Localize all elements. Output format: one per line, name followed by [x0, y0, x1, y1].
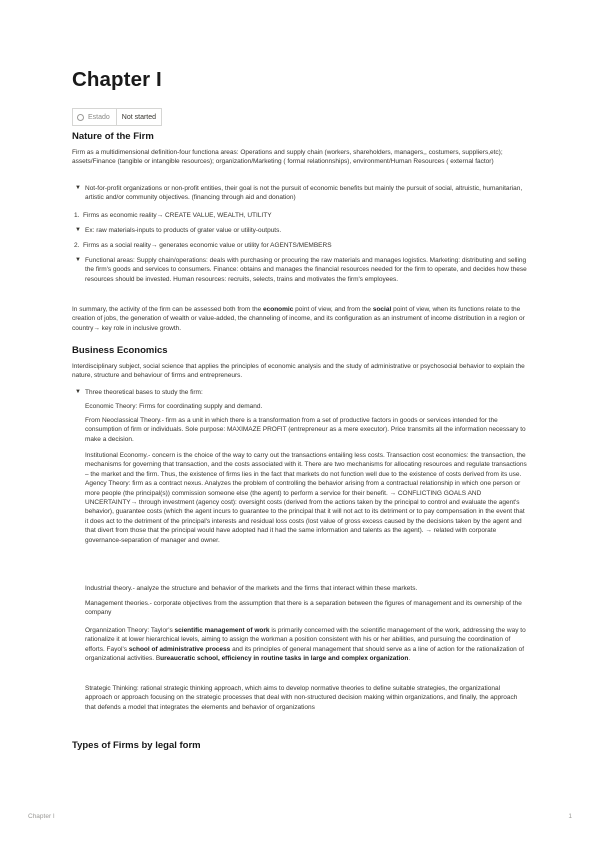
list-item-economic-reality: [74, 211, 528, 220]
toggle-functional-text: Functional areas: Supply chain/operations: deals with purchasing or procuring the raw materials and manages logistics. Marketing: distributing and selling the firm's goods and services to consumers. Finance: obtains and manages the financial resources needed for the firm to operate, and decides how these resources should be invested. Human resources: recruits, selects, trains and motivates the firm's employees.: [85, 257, 527, 283]
strategic-thinking-paragraph: Strategic Thinking: rational strategic thinking approach, which aims to develop normative theories to define suitable strategies, the organizational approach or approach focusing on the strategic processes that deal with non-structured decision making within organizations, and finally, the approach that defends a model that integrates the elements and behavior of organizations: [85, 685, 518, 711]
toggle-nonprofit[interactable]: [75, 184, 528, 203]
footer-page-number: 1: [568, 813, 572, 820]
heading-nature-of-the-firm: Nature of the Firm: [72, 131, 154, 142]
toggle-nonprofit-text: Not-for-profit organizations or non-profit entities, their goal is not the pursuit of economic benefits but mainly the pursuit of social, altruistic, humanitarian, artistic and/or community objectives. (financing through aid and donation): [85, 185, 523, 202]
toggle-triangle-icon[interactable]: ▼: [75, 257, 81, 263]
business-intro-paragraph: Interdisciplinary subject, social science that applies the principles of economic analysis and the study of administrative or psychosocial behavior to explain the nature, structure and behaviour of firms and entrepreneurs.: [72, 363, 525, 380]
list-item-text: Firms as economic reality→ CREATE VALUE, WEALTH, UTILITY: [83, 212, 272, 219]
institutional-economy-paragraph: Institutional Economy.- concern is the choice of the way to carry out the transactions entailing less costs. Transaction cost economics: the transaction, the mechanisms for governing that transaction, and the costs associated with it. There are two mechanisms for allocating resources and regulate transactions – the market and the firm. Thus, the existence of firms lies in the fact that markets do not function well due to the existence of costs derived from its use. Agency Theory: firm as a contract nexus. Analyzes the problem of controlling the behavior arising from a contractual relationship in which one person or more people (the principal(s)) commission someone else (the agent) to perform a service for their benefit. → CONFLICTING GOALS AND UNCERTAINTY→ through investment (agency cost): oversight costs (derived from the actions taken by the principal to control and evaluate the agent's behavior), guarantee costs (which the agent incurs to guarantee to the principal that it will not act to its detriment or to pay compensation in the event that it does act to the detriment of the principal's interests and residual loss costs (lost value of gross excess caused by the decisions taken by the agent and that divert from those that the principal would have adopted had it had the same information and talents as the agent). → related with corporate governance-separation of manager and owner.: [85, 452, 527, 544]
status-property[interactable]: [72, 108, 162, 126]
list-item-social-reality: [74, 241, 528, 250]
toggle-example[interactable]: [75, 226, 528, 235]
summary-paragraph: In summary, the activity of the firm can be assessed both from the economic point of view, and from the social point of view, when its functions relate to the creation of jobs, the generation of wealth or value-added, the channeling of income, and its configuration as an instrument of income distribution in a region or country→ key role in inclusive growth.: [72, 306, 525, 332]
status-property-key: [73, 109, 117, 125]
organization-theory-paragraph: Organnization Theory: Taylor's scientific management of work is primarily concerned with the scientific management of the work, addressing the way to rationalize it at lower hierarchical levels, aiming to assign the workman a position consistent with his or her abilities, and pursuing the coordination of efforts. Fayol's school of administrative process and its principles of general management that should serve as a line of action for the rationalization of organizational activities. Bureaucratic school, efficiency in routine tasks in large and complex organization.: [85, 627, 526, 663]
toggle-triangle-icon[interactable]: ▼: [75, 227, 81, 233]
list-number: 1.: [74, 212, 80, 219]
neoclassical-theory-paragraph: From Neoclassical Theory.- firm as a unit in which there is a transformation from a set of productive factors in goods or services intended for the consumption of firm or individuals. Sole purpose: MAXIMAZE PROFIT (entrepreneur as a mere executor). Price transmits all the information necessary to make a decision.: [85, 417, 526, 443]
toggle-triangle-icon[interactable]: ▼: [75, 185, 81, 191]
management-theories-paragraph: Management theories.- corporate objectives from the assumption that there is a separation between the figures of management and its ownership of the company: [85, 600, 522, 617]
footer-page-name: Chapter I: [28, 813, 55, 820]
toggle-example-text: Ex: raw materials-inputs to products of grater value or utility-outputs.: [85, 227, 282, 234]
industrial-theory-paragraph: Industrial theory.- analyze the structure and behavior of the markets and the firms that interact within these markets.: [85, 585, 418, 592]
toggle-theoretical-bases[interactable]: [75, 388, 528, 397]
page-title: Chapter I: [72, 68, 162, 91]
status-value[interactable]: Not started: [121, 113, 157, 121]
status-key-label: Estado: [88, 113, 110, 121]
status-circle-icon: [77, 114, 84, 121]
nature-intro-paragraph: Firm as a multidimensional definition-four functiona areas: Operations and supply chain (workers, shareholders, managers,, costumers, suppliers,etc); assets/Finance (tangible or intangible resources); organization/Marketing ( formal relationnships), environment/Human Resources ( external factor): [72, 149, 503, 166]
economic-theory-paragraph: Economic Theory: Firms for coordinating supply and demand.: [85, 403, 263, 410]
list-item-text: Firms as a social reality→ generates economic value or utility for AGENTS/MEMBERS: [83, 242, 332, 249]
toggle-triangle-icon[interactable]: ▼: [75, 389, 81, 395]
heading-types-of-firms: Types of Firms by legal form: [72, 740, 201, 751]
toggle-functional-areas[interactable]: [75, 256, 528, 284]
list-number: 2.: [74, 242, 80, 249]
toggle-theoretical-bases-text: Three theoretical bases to study the firm:: [85, 389, 203, 396]
heading-business-economics: Business Economics: [72, 345, 168, 356]
